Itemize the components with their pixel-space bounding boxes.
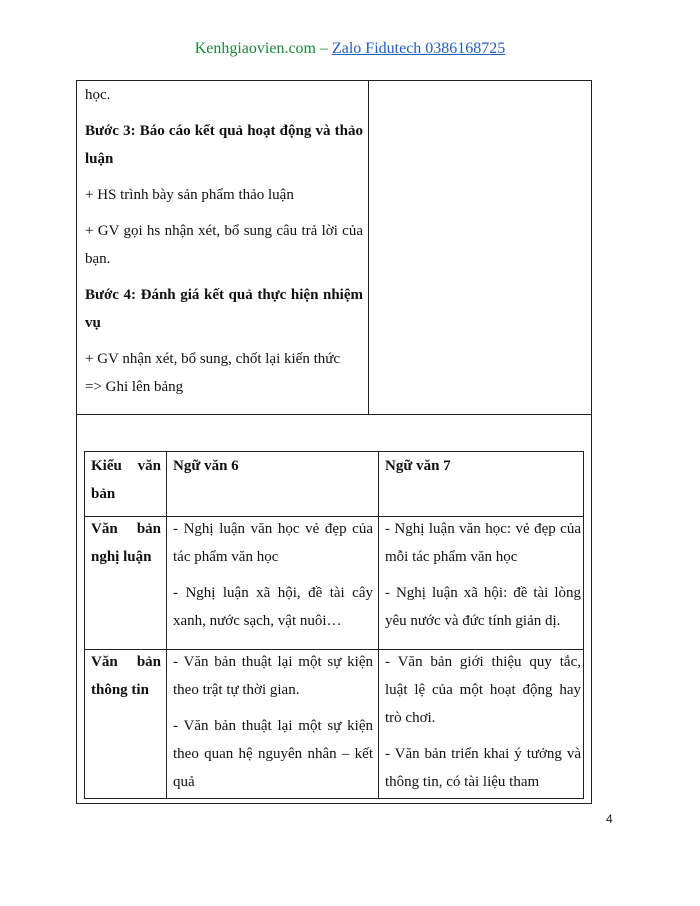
row-nv7-cell: - Nghị luận văn học: vẻ đẹp của mỗi tác phẩm văn học - Nghị luận xã hội: đề tài lòng yêu nước và đức tính giản dị. — [385, 521, 581, 629]
header-cell-type: Kiểu văn bản — [91, 458, 161, 502]
step3-item: + GV gọi hs nhận xét, bổ sung câu trả lời của bạn. — [85, 223, 363, 267]
row-type-cell: Văn bản thông tin — [91, 654, 161, 698]
text-line: học. — [85, 87, 111, 103]
site-name: Kenhgiaovien.com — [194, 40, 316, 57]
header-separator: – — [315, 40, 332, 57]
header-cell-nv7: Ngữ văn 7 — [385, 458, 451, 474]
step4-title: Bước 4: Đánh giá kết quả thực hiện nhiệm vụ — [85, 287, 363, 331]
header-cell-nv6: Ngữ văn 6 — [173, 458, 239, 474]
activity-steps-cell — [85, 81, 363, 401]
row-type-cell: Văn bản nghị luận — [91, 521, 161, 565]
step3-title: Bước 3: Báo cáo kết quả hoạt động và thảo luận — [85, 123, 363, 167]
step4-item: + GV nhận xét, bổ sung, chốt lại kiến thức — [85, 351, 341, 367]
step3-item: + HS trình bày sản phẩm thảo luận — [85, 187, 294, 203]
page-number: 4 — [606, 812, 613, 826]
comparison-table — [84, 451, 584, 799]
lesson-table — [76, 80, 592, 804]
contact-link[interactable]: Zalo Fidutech 0386168725 — [331, 40, 506, 57]
row-nv7-cell: - Văn bản giới thiệu quy tắc, luật lệ của một hoạt động hay trò chơi. - Văn bản triển khai ý tưởng và thông tin, có tài liệu tham — [385, 654, 581, 790]
page-header — [0, 40, 700, 58]
row-nv6-cell: - Nghị luận văn học vẻ đẹp của tác phẩm văn học - Nghị luận xã hội, đề tài cây xanh, nước sạch, vật nuôi… — [173, 521, 373, 629]
step4-item: => Ghi lên bảng — [85, 379, 184, 395]
row-nv6-cell: - Văn bản thuật lại một sự kiện theo trật tự thời gian. - Văn bản thuật lại một sự kiện theo quan hệ nguyên nhân – kết quả — [173, 654, 373, 790]
